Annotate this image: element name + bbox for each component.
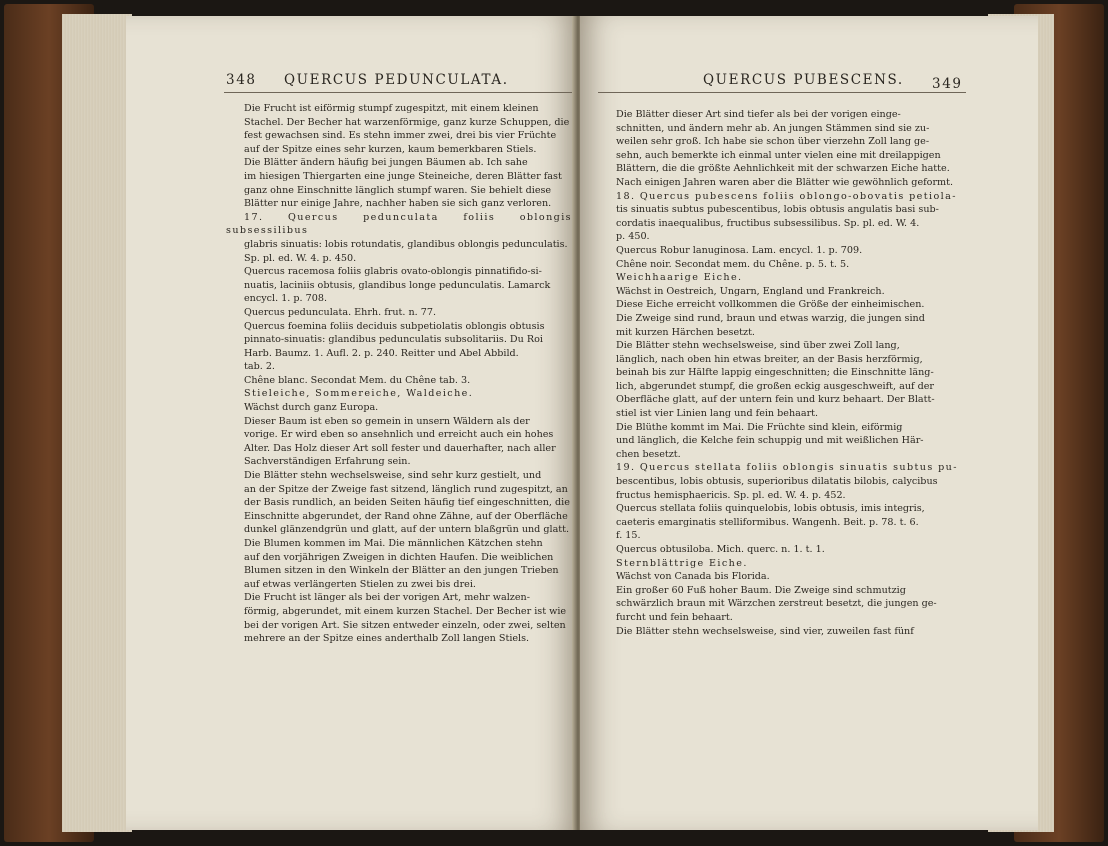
text-line: ganz ohne Einschnitte länglich stumpf waren. Sie behielt diese [244, 184, 552, 196]
text-line: Quercus stellata foliis quinquelobis, lobis obtusis, imis integris, [616, 503, 925, 515]
text-line: Quercus obtusiloba. Mich. querc. n. 1. t. 1. [616, 544, 825, 555]
text-line: Chêne blanc. Secondat Mem. du Chêne tab. 3. [244, 374, 471, 386]
species-entry-line: 19. Quercus stellata foliis oblongis sinuatis subtus pu- [616, 462, 958, 474]
text-line: Quercus foemina foliis deciduis subpetiolatis oblongis obtusis [244, 320, 545, 332]
text-line: und länglich, die Kelche fein schuppig und mit weißlichen Här- [616, 435, 924, 447]
text-line: bescentibus, lobis obtusis, superioribus dilatatis bilobis, calycibus [616, 476, 938, 488]
text-line: Stachel. Der Becher hat warzenförmige, ganz kurze Schuppen, die [244, 116, 570, 128]
text-line: chen besetzt. [616, 448, 681, 460]
text-line: Blätter nur einige Jahre, nachher haben sie sich ganz verloren. [244, 198, 552, 210]
species-entry-line: Stieleiche, Sommereiche, Waldeiche. [244, 388, 474, 400]
text-line: Die Blätter stehn wechselsweise, sind vier, zuweilen fast fünf [616, 625, 914, 637]
header-rule [598, 92, 966, 93]
text-line: vorige. Er wird eben so ansehnlich und erreicht auch ein hohes [244, 429, 554, 441]
text-line: der Basis rundlich, an beiden Seiten häufig tief eingeschnitten, die [244, 497, 570, 509]
text-line: mehrere an der Spitze eines anderthalb Zoll langen Stiels. [244, 633, 530, 645]
text-line: lich, abgerundet stumpf, die großen eckig ausgeschweift, auf der [616, 380, 934, 392]
page-number: 348 [226, 72, 257, 88]
text-line: Chêne noir. Secondat mem. du Chêne. p. 5. t. 5. [616, 258, 850, 270]
text-line: Die Blätter stehn wechselsweise, sind über zwei Zoll lang, [616, 340, 900, 352]
text-line: Quercus Robur lanuginosa. Lam. encycl. 1. p. 709. [616, 244, 863, 256]
text-line: Quercus racemosa foliis glabris ovato-oblongis pinnatifido-si- [244, 266, 542, 278]
text-line: Harb. Baumz. 1. Aufl. 2. p. 240. Reitter und Abel Abbild. [244, 347, 519, 359]
text-line: mit kurzen Härchen besetzt. [616, 326, 755, 338]
text-line: caeteris emarginatis stelliformibus. Wangenh. Beit. p. 78. t. 6. [616, 516, 919, 528]
text-line: fructus hemisphaericis. Sp. pl. ed. W. 4. p. 452. [616, 489, 846, 501]
right-page [580, 16, 1038, 830]
text-line: Alter. Das Holz dieser Art soll fester und dauerhafter, nach aller [244, 442, 556, 454]
text-line: im hiesigen Thiergarten eine junge Steineiche, deren Blätter fast [244, 170, 562, 182]
text-line: stiel ist vier Linien lang und fein behaart. [616, 408, 819, 420]
text-line: Die Blätter ändern häufig bei jungen Bäumen ab. Ich sahe [244, 157, 528, 169]
text-line: p. 450. [616, 231, 650, 243]
text-line: Die Blumen kommen im Mai. Die männlichen Kätzchen stehn [244, 538, 543, 549]
text-line: länglich, nach oben hin etwas breiter, an der Basis herzförmig, [616, 353, 923, 365]
running-title: QUERCUS PEDUNCULATA. [284, 72, 509, 88]
text-line: schnitten, und ändern mehr ab. An jungen Stämmen sind sie zu- [616, 122, 930, 134]
text-line: beinah bis zur Hälfte lappig eingeschnitten; die Einschnitte läng- [616, 367, 934, 379]
text-line: Die Zweige sind rund, braun und etwas warzig, die jungen sind [616, 312, 925, 324]
text-line: Die Blätter dieser Art sind tiefer als bei der vorigen einge- [616, 109, 901, 120]
text-line: auf etwas verlängerten Stielen zu zwei bis drei. [244, 578, 476, 590]
text-line: nuatis, laciniis obtusis, glandibus longe pedunculatis. Lamarck [244, 279, 551, 291]
text-line: fest gewachsen sind. Es stehn immer zwei, drei bis vier Früchte [244, 130, 557, 142]
text-line: Ein großer 60 Fuß hoher Baum. Die Zweige sind schmutzig [616, 584, 906, 596]
text-line: Diese Eiche erreicht vollkommen die Größe der einheimischen. [616, 299, 925, 311]
text-line: Einschnitte abgerundet, der Rand ohne Zähne, auf der Oberfläche [244, 510, 568, 522]
species-entry-line: Weichhaarige Eiche. [616, 272, 743, 284]
text-line: förmig, abgerundet, mit einem kurzen Stachel. Der Becher ist wie [244, 605, 567, 617]
text-line: Nach einigen Jahren waren aber die Blätter wie gewöhnlich geformt. [616, 176, 954, 188]
species-entry-line: 17. Quercus pedunculata foliis oblongis subsessilibus [226, 211, 572, 237]
text-line: glabris sinuatis: lobis rotundatis, glandibus oblongis pedunculatis. [244, 238, 568, 250]
running-title: QUERCUS PUBESCENS. [703, 72, 904, 88]
text-line: dunkel glänzendgrün und glatt, auf der untern blaßgrün und glatt. [244, 524, 570, 536]
text-line: Wächst in Oestreich, Ungarn, England und Frankreich. [616, 285, 885, 297]
text-line: an der Spitze der Zweige fast sitzend, länglich rund zugespitzt, an [244, 483, 568, 495]
text-line: Die Blätter stehn wechselsweise, sind sehr kurz gestielt, und [244, 470, 542, 482]
page-body [226, 102, 572, 646]
text-line: weilen sehr groß. Ich habe sie schon über vierzehn Zoll lang ge- [616, 136, 930, 148]
text-line: cordatis inaequalibus, fructibus subsessilibus. Sp. pl. ed. W. 4. [616, 217, 920, 229]
text-line: sehn, auch bemerkte ich einmal unter vielen eine mit dreilappigen [616, 149, 941, 161]
text-line: Dieser Baum ist eben so gemein in unsern Wäldern als der [244, 415, 530, 427]
text-line: bei der vorigen Art. Sie sitzen entweder einzeln, oder zwei, selten [244, 619, 566, 631]
text-line: Sp. pl. ed. W. 4. p. 450. [244, 252, 357, 264]
text-line: Die Frucht ist länger als bei der vorigen Art, mehr walzen- [244, 592, 530, 604]
text-line: schwärzlich braun mit Wärzchen zerstreut besetzt, die jungen ge- [616, 598, 937, 610]
text-line: Wächst von Canada bis Florida. [616, 571, 770, 583]
text-line: Oberfläche glatt, auf der untern fein und kurz behaart. Der Blatt- [616, 394, 935, 406]
species-entry-line: 18. Quercus pubescens foliis oblongo-obovatis petiola- [616, 190, 957, 202]
text-line: Sachverständigen Erfahrung sein. [244, 456, 411, 468]
left-page-edges [62, 14, 132, 832]
header-rule [224, 92, 582, 93]
text-line: Blumen sitzen in den Winkeln der Blätter an den jungen Trieben [244, 565, 559, 577]
text-line: furcht und fein behaart. [616, 611, 733, 623]
text-line: tab. 2. [244, 361, 275, 373]
text-line: f. 15. [616, 530, 641, 542]
text-line: Die Frucht ist eiförmig stumpf zugespitzt, mit einem kleinen [244, 103, 539, 114]
text-line: Die Blüthe kommt im Mai. Die Früchte sind klein, eiförmig [616, 421, 903, 433]
text-line: tis sinuatis subtus pubescentibus, lobis obtusis angulatis basi sub- [616, 204, 939, 216]
text-line: auf den vorjährigen Zweigen in dichten Haufen. Die weiblichen [244, 551, 554, 563]
page-number: 349 [932, 76, 963, 92]
text-line: pinnato-sinuatis: glandibus pedunculatis subsolitariis. Du Roi [244, 334, 543, 346]
text-line: Wächst durch ganz Europa. [244, 402, 379, 414]
page-body [598, 108, 962, 638]
text-line: Blättern, die die größte Aehnlichkeit mit der schwarzen Eiche hatte. [616, 163, 950, 175]
species-entry-line: Sternblättrige Eiche. [616, 557, 748, 569]
text-line: Quercus pedunculata. Ehrh. frut. n. 77. [244, 306, 437, 318]
text-line: auf der Spitze eines sehr kurzen, kaum bemerkbaren Stiels. [244, 143, 537, 155]
text-line: encycl. 1. p. 708. [244, 293, 327, 305]
left-page [126, 16, 576, 830]
